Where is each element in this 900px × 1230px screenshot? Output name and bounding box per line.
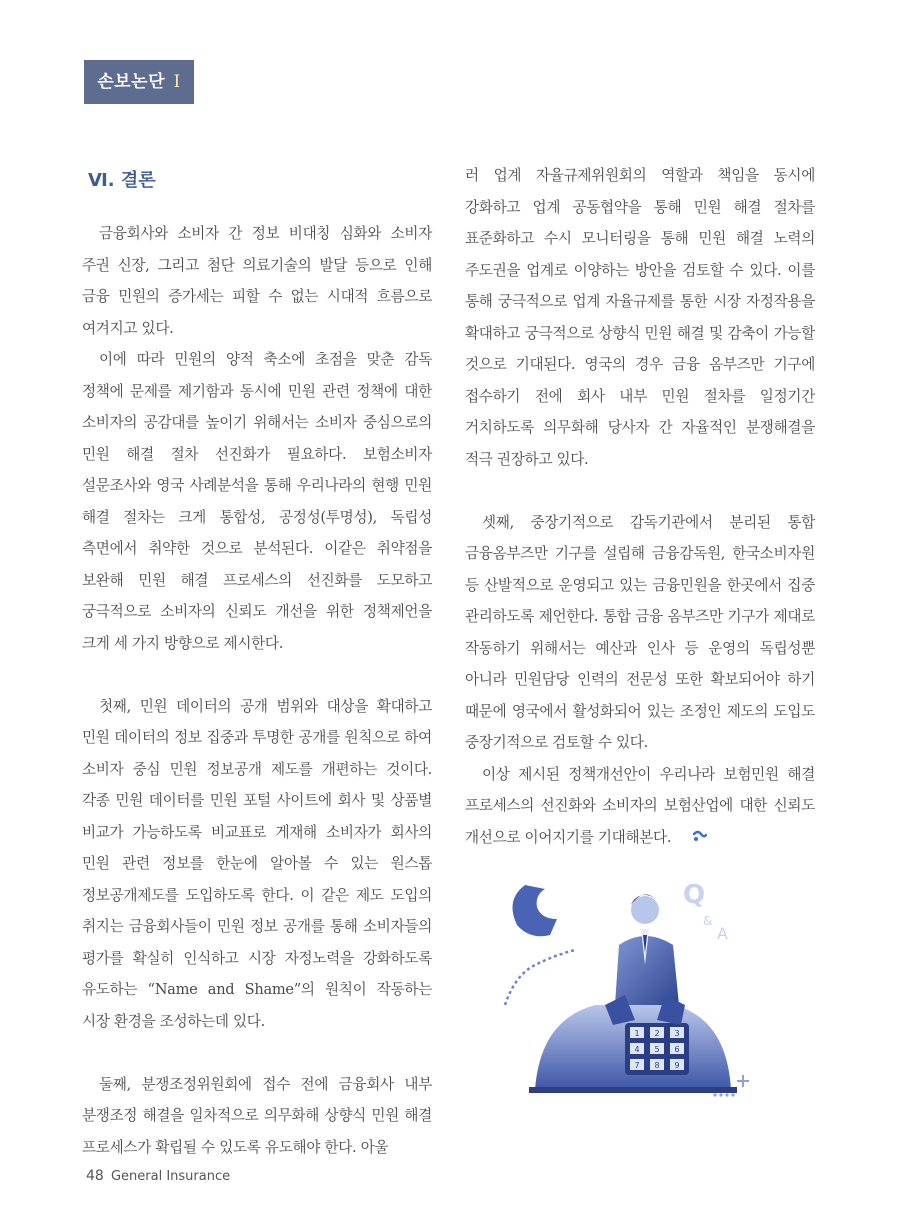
left-column xyxy=(82,218,432,1163)
letter-ampersand: & xyxy=(703,914,713,928)
paragraph-closing xyxy=(465,759,815,854)
key-6: 6 xyxy=(674,1045,680,1054)
phone-handset xyxy=(513,885,558,936)
paragraph-second: 둘째, 분쟁조정위원회에 접수 전에 금융회사 내부 분쟁조정 해결을 일차적으로 의무화해 상향식 민원 해결 프로세스가 확립될 수 있도록 유도해야 한다. 아울 xyxy=(82,1075,432,1156)
key-8: 8 xyxy=(654,1061,660,1070)
paragraph-third: 셋째, 중장기적으로 감독기관에서 분리된 통합 금융옴부즈만 기구를 설립해 금융감독원, 한국소비자원 등 산발적으로 운영되고 있는 금융민원을 한곳에서 집중 관리하도록 제언한다. 통합 금융 옴부즈만 기구가 제대로 작동하기 위해서는 예산과 인사 등 운영의 독립성뿐 아니라 민원담당 인력의 전문성 또한 확보되어야 하기 때문에 영국에서 활성화되어 있는 조정인 제도의 도입도 중장기적으로 검토할 수 있다. xyxy=(465,513,815,751)
plus-decoration xyxy=(737,1075,749,1087)
key-3: 3 xyxy=(674,1029,680,1038)
paragraph-second-cont: 러 업계 자율규제위원회의 역할과 책임을 동시에 강화하고 업계 공동협약을 통해 민원 해결 절차를 표준화하고 수시 모니터링을 통해 민원 해결 노력의 주도권을 업계로 이양하는 방안을 검토할 수 있다. 이를 통해 궁극적으로 업계 자율규제를 통한 시장 자정작용을 확대하고 궁극적으로 상향식 민원 해결 및 감축이 가능할 것으로 기대된다. 영국의 경우 금융 옴부즈만 기구에 접수하기 전에 회사 내부 민원 절차를 일정기간 거치하도록 의무화해 당사자 간 자율적인 분쟁해결을 적극 권장하고 있다. xyxy=(465,167,815,468)
key-5: 5 xyxy=(654,1045,660,1054)
section-tag-label: 손보논단 xyxy=(97,72,166,92)
key-1: 1 xyxy=(634,1029,640,1038)
key-9: 9 xyxy=(674,1061,680,1070)
keypad xyxy=(625,1023,689,1075)
dotted-decoration xyxy=(713,1093,734,1096)
magazine-name: General Insurance xyxy=(110,1169,231,1184)
paragraph-direction: 이에 따라 민원의 양적 축소에 초점을 맞춘 감독 정책에 문제를 제기함과 동시에 민원 관련 정책에 대한 소비자의 공감대를 높이기 위해서는 소비자 중심으로의 민원 해결 절차 선진화가 필요하다. 보험소비자 설문조사와 영국 사례분석을 통해 우리나라의 현행 민원 해결 절차는 크게 통합성, 공정성(투명성), 독립성 측면에서 취약한 것으로 분석된다. 이같은 취약점을 보완해 민원 해결 프로세스의 선진화를 도모하고 궁극적으로 소비자의 신뢰도 개선을 위한 정책제언을 크게 세 가지 방향으로 제시한다. xyxy=(82,351,432,652)
right-column xyxy=(465,160,815,853)
paragraph-first: 첫째, 민원 데이터의 공개 범위와 대상을 확대하고 민원 데이터의 정보 집중과 투명한 공개를 원칙으로 하여 소비자 중심 민원 정보공개 제도를 개편하는 것이다. 각종 민원 데이터를 민원 포털 사이트에 회사 및 상품별 비교가 가능하도록 비교표로 게재해 소비자가 회사의 민원 관련 정보를 한눈에 알아볼 수 있는 원스톱 정보공개제도를 도입하도록 한다. 이 같은 제도 도입의 취지는 금융회사들이 민원 정보 공개를 통해 소비자들의 평가를 확실히 인식하고 시장 자정노력을 강화하도록 유도하는 “Name and Shame”의 원칙이 작동하는 시장 환경을 조성하는데 있다. xyxy=(82,697,432,1030)
qa-letters xyxy=(683,880,728,943)
key-4: 4 xyxy=(634,1045,640,1054)
page-number: 48 xyxy=(86,1168,104,1184)
phone-cord xyxy=(505,950,575,1005)
key-2: 2 xyxy=(654,1029,660,1038)
paragraph-intro: 금융회사와 소비자 간 정보 비대칭 심화와 소비자 주권 신장, 그리고 첨단 의료기술의 발달 등으로 인해 금융 민원의 증가세는 피할 수 없는 시대적 흐름으로 여겨지고 있다. xyxy=(82,225,432,337)
section-heading: Ⅵ. 결론 xyxy=(88,170,156,191)
key-7: 7 xyxy=(634,1061,640,1070)
phone-businessman-illustration xyxy=(495,855,765,1105)
end-mark-icon xyxy=(675,822,708,854)
letter-q: Q xyxy=(683,880,706,910)
section-tag xyxy=(84,60,194,104)
paragraph-closing-text: 이상 제시된 정책개선안이 우리나라 보험민원 해결 프로세스의 선진화와 소비자의 보험산업에 대한 신뢰도 개선으로 이어지기를 기대해본다. xyxy=(465,765,815,846)
page-footer xyxy=(86,1168,230,1184)
letter-a: A xyxy=(717,924,728,943)
section-tag-numeral: I xyxy=(173,72,181,92)
